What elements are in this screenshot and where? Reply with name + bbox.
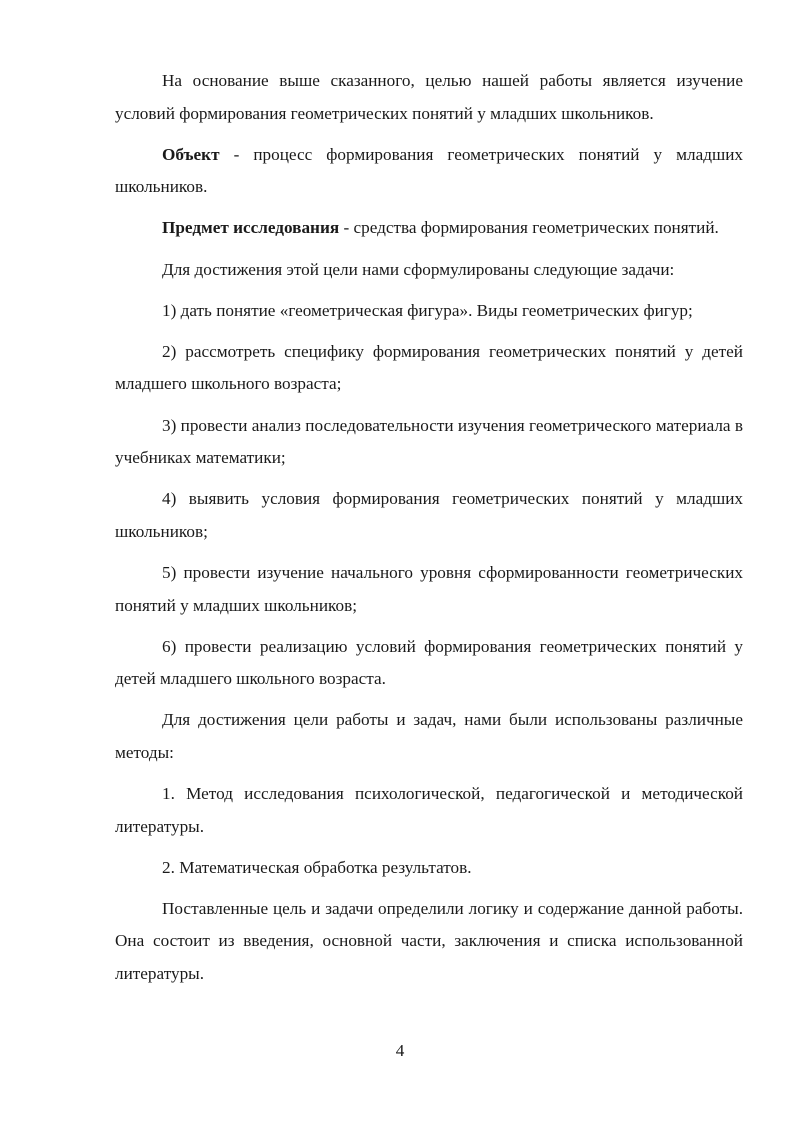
task-item-4: 4) выявить условия формирования геометрических понятий у младших школьников; <box>115 489 743 541</box>
method-item-2: 2. Математическая обработка результатов. <box>162 857 472 877</box>
document-body <box>115 65 743 999</box>
paragraph-goal: На основание выше сказанного, целью нашей работы является изучение условий формирования геометрических понятий у младших школьников. <box>115 71 743 123</box>
paragraph-methods-intro: Для достижения цели работы и задач, нами были использованы различные методы: <box>115 710 743 762</box>
task-item-3: 3) провести анализ последовательности изучения геометрического материала в учебниках математики; <box>115 415 743 468</box>
paragraph-subject <box>115 212 743 245</box>
task-item-2: 2) рассмотреть специфику формирования геометрических понятий у детей младшего школьного возраста; <box>115 341 743 394</box>
subject-term: Предмет исследования <box>162 218 340 238</box>
object-term: Объект <box>162 144 220 164</box>
task-item-5: 5) провести изучение начального уровня сформированности геометрических понятий у младших школьников; <box>115 563 743 615</box>
paragraph-object <box>115 139 743 204</box>
paragraph-tasks-intro: Для достижения этой цели нами сформулированы следующие задачи: <box>162 259 675 279</box>
subject-definition: - средства формирования геометрических понятий. <box>339 218 719 238</box>
task-item-1: 1) дать понятие «геометрическая фигура». Виды геометрических фигур; <box>162 300 693 320</box>
method-item-1: 1. Метод исследования психологической, педагогической и методической литературы. <box>115 784 743 836</box>
object-definition: - процесс формирования геометрических понятий у младших школьников. <box>115 144 743 197</box>
page-number: 4 <box>395 1041 405 1060</box>
task-item-6: 6) провести реализацию условий формирования геометрических понятий у детей младшего школьного возраста. <box>115 636 743 689</box>
paragraph-structure: Поставленные цель и задачи определили логику и содержание данной работы. Она состоит из введения, основной части, заключения и списка использованной литературы. <box>115 898 743 983</box>
